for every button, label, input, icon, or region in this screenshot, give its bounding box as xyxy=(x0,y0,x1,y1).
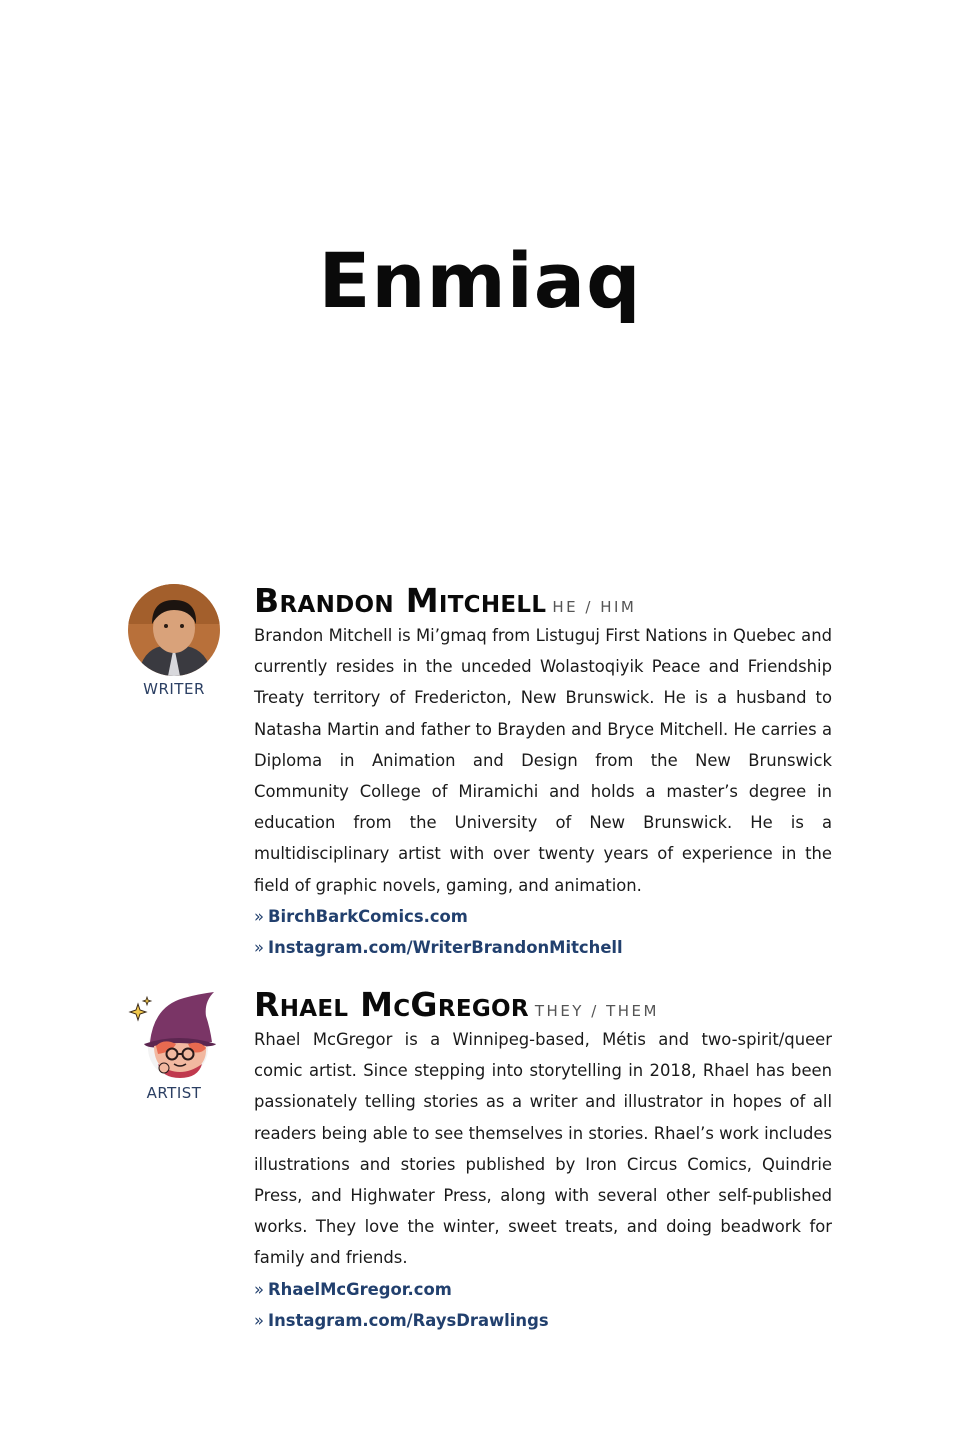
artist-content xyxy=(254,985,832,1336)
artist-instagram-link[interactable] xyxy=(254,1305,832,1336)
artist-heading xyxy=(254,985,832,1024)
artist-avatar xyxy=(128,988,220,1080)
writer-instagram-text: Instagram.com/WriterBrandonMitchell xyxy=(268,937,623,957)
artist-website-link[interactable] xyxy=(254,1274,832,1305)
writer-heading xyxy=(254,581,832,620)
writer-website-text: BirchBarkComics.com xyxy=(268,906,468,926)
writer-role-label: WRITER xyxy=(143,680,205,698)
writer-pronouns: HE / HIM xyxy=(552,598,637,616)
page-title: Enmiaq xyxy=(318,236,642,325)
artist-pronouns: THEY / THEM xyxy=(534,1002,659,1020)
artist-instagram-text: Instagram.com/RaysDrawlings xyxy=(268,1310,549,1330)
writer-instagram-link[interactable] xyxy=(254,932,832,963)
writer-side xyxy=(126,584,222,698)
artist-description: Rhael McGregor is a Winnipeg-based, Métis and two-spirit/queer comic artist. Since stepping into storytelling in 2018, Rhael has been passionately telling stories as a writer and illustrator in hopes of all readers being able to see themselves in stories. Rhael’s work includes illustrations and stories published by Iron Circus Comics, Quindrie Press, and Highwater Press, along with several other self-published works. They love the winter, sweet treats, and doing beadwork for family and friends. xyxy=(254,1030,832,1268)
link-chevron-icon: » xyxy=(254,937,265,957)
artist-website-text: RhaelMcGregor.com xyxy=(268,1279,452,1299)
writer-content xyxy=(254,581,832,963)
writer-description: Brandon Mitchell is Mi’gmaq from Listuguj First Nations in Quebec and currently resides in the unceded Wolastoqiyik Peace and Friendship Treaty territory of Fredericton, New Brunswick. He is a husband to Natasha Martin and father to Brayden and Bryce Mitchell. He carries a Diploma in Animation and Design from the New Brunswick Community College of Miramichi and holds a master’s degree in education from the University of New Brunswick. He is a multidisciplinary artist with over twenty years of experience in the field of graphic novels, gaming, and animation. xyxy=(254,626,832,895)
artist-links xyxy=(254,1274,832,1336)
link-chevron-icon: » xyxy=(254,1310,265,1330)
writer-links xyxy=(254,901,832,963)
link-chevron-icon: » xyxy=(254,1279,265,1299)
artist-name: Rhael McGregor xyxy=(254,985,529,1024)
artist-side xyxy=(126,988,222,1102)
writer-avatar xyxy=(128,584,220,676)
link-chevron-icon: » xyxy=(254,906,265,926)
writer-website-link[interactable] xyxy=(254,901,832,932)
writer-name: Brandon Mitchell xyxy=(254,581,547,620)
artist-role-label: ARTIST xyxy=(146,1084,202,1102)
